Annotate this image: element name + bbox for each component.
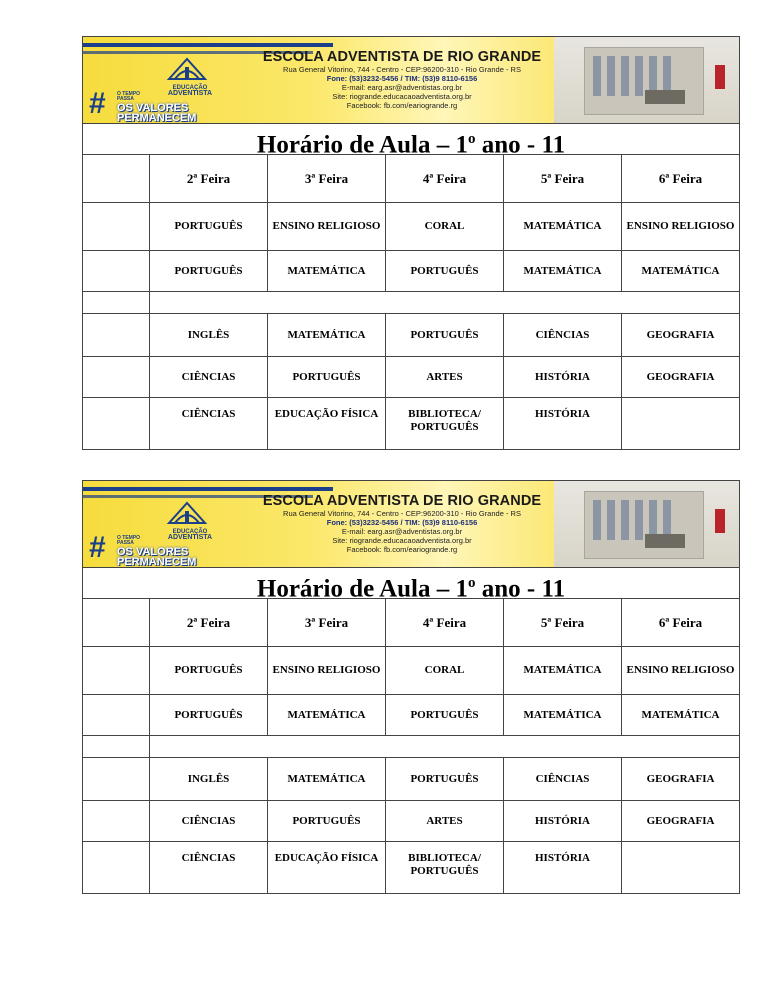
table-row <box>83 842 740 894</box>
class-cell: PORTUGUÊS <box>386 314 504 357</box>
day-header: 5ª Feira <box>504 599 622 647</box>
day-header: 6ª Feira <box>622 155 740 203</box>
adventist-logo-icon <box>165 497 209 527</box>
class-cell: CIÊNCIAS <box>150 801 268 842</box>
class-cell: PORTUGUÊS <box>386 758 504 801</box>
class-cell: GEOGRAFIA <box>622 801 740 842</box>
hashtag-symbol: # <box>89 87 106 120</box>
class-cell: EDUCAÇÃO FÍSICA <box>268 842 386 894</box>
school-phone: Fone: (53)3232-5456 / TIM: (53)9 8110-6156 <box>326 74 478 83</box>
class-cell: MATEMÁTICA <box>268 314 386 357</box>
class-cell: HISTÓRIA <box>504 357 622 398</box>
school-info <box>243 49 561 110</box>
class-cell: PORTUGUÊS <box>150 251 268 292</box>
break-row <box>83 736 740 758</box>
period-cell <box>83 695 150 736</box>
school-name: ESCOLA ADVENTISTA DE RIO GRANDE <box>262 49 542 65</box>
day-header: 6ª Feira <box>622 599 740 647</box>
table-cell <box>150 292 740 314</box>
school-phone: Fone: (53)3232-5456 / TIM: (53)9 8110-6156 <box>326 518 478 527</box>
class-cell: ARTES <box>386 357 504 398</box>
school-email: E-mail: earg.asr@adventistas.org.br <box>341 83 463 92</box>
day-header: 3ª Feira <box>268 599 386 647</box>
table-row <box>83 251 740 292</box>
period-cell <box>83 758 150 801</box>
class-cell: PORTUGUÊS <box>150 647 268 695</box>
class-cell: CIÊNCIAS <box>150 398 268 450</box>
table-row <box>83 647 740 695</box>
school-banner <box>82 36 740 123</box>
period-cell <box>83 842 150 894</box>
slogan-small: O TEMPO PASSA <box>117 91 141 102</box>
slogan: OS VALORES PERMANECEM <box>117 102 197 123</box>
break-row <box>83 292 740 314</box>
slogan-small: O TEMPO PASSA <box>117 535 141 546</box>
class-cell: BIBLIOTECA/ PORTUGUÊS <box>386 398 504 450</box>
day-header: 2ª Feira <box>150 155 268 203</box>
schedule-table <box>82 154 740 450</box>
class-cell: MATEMÁTICA <box>504 251 622 292</box>
class-cell: CIÊNCIAS <box>504 758 622 801</box>
class-cell: CIÊNCIAS <box>504 314 622 357</box>
class-cell: ENSINO RELIGIOSO <box>622 203 740 251</box>
banner-stripe <box>83 43 333 47</box>
class-cell: PORTUGUÊS <box>386 251 504 292</box>
class-cell: GEOGRAFIA <box>622 758 740 801</box>
class-cell <box>622 842 740 894</box>
table-row <box>83 398 740 450</box>
table-row <box>83 314 740 357</box>
class-cell: MATEMÁTICA <box>504 695 622 736</box>
school-building-image <box>554 481 739 567</box>
schedule-table <box>82 598 740 894</box>
period-cell <box>83 203 150 251</box>
class-cell: MATEMÁTICA <box>622 695 740 736</box>
table-cell <box>150 736 740 758</box>
period-cell <box>83 251 150 292</box>
class-cell: MATEMÁTICA <box>504 203 622 251</box>
table-row <box>83 357 740 398</box>
period-cell <box>83 398 150 450</box>
corner-cell <box>83 155 150 203</box>
class-cell: ARTES <box>386 801 504 842</box>
school-name: ESCOLA ADVENTISTA DE RIO GRANDE <box>262 493 542 509</box>
class-cell: MATEMÁTICA <box>504 647 622 695</box>
period-cell <box>83 801 150 842</box>
class-cell: CIÊNCIAS <box>150 357 268 398</box>
class-cell: ENSINO RELIGIOSO <box>268 203 386 251</box>
class-cell <box>622 398 740 450</box>
corner-cell <box>83 599 150 647</box>
hashtag-symbol: # <box>89 531 106 564</box>
table-row <box>83 758 740 801</box>
slogan: OS VALORES PERMANECEM <box>117 546 197 567</box>
day-header: 5ª Feira <box>504 155 622 203</box>
class-cell: PORTUGUÊS <box>268 801 386 842</box>
school-facebook: Facebook: fb.com/eariogrande.rg <box>346 101 458 110</box>
class-cell: INGLÊS <box>150 314 268 357</box>
class-cell: MATEMÁTICA <box>268 758 386 801</box>
schedule-block <box>82 480 740 894</box>
class-cell: GEOGRAFIA <box>622 314 740 357</box>
header-row <box>83 155 740 203</box>
schedule-block <box>82 36 740 450</box>
table-cell <box>83 736 150 758</box>
school-site: Site: riogrande.educacaoadventista.org.br <box>332 536 472 545</box>
period-cell <box>83 357 150 398</box>
class-cell: PORTUGUÊS <box>268 357 386 398</box>
period-cell <box>83 647 150 695</box>
schedule-title: Horário de Aula – 1$^o$ ano - 11 <box>82 567 740 598</box>
class-cell: PORTUGUÊS <box>150 203 268 251</box>
table-row <box>83 801 740 842</box>
table-row <box>83 695 740 736</box>
school-facebook: Facebook: fb.com/eariogrande.rg <box>346 545 458 554</box>
logo-text: EDUCAÇÃO ADVENTISTA <box>167 529 213 541</box>
class-cell: BIBLIOTECA/ PORTUGUÊS <box>386 842 504 894</box>
class-cell: EDUCAÇÃO FÍSICA <box>268 398 386 450</box>
class-cell: PORTUGUÊS <box>386 695 504 736</box>
period-cell <box>83 314 150 357</box>
day-header: 3ª Feira <box>268 155 386 203</box>
banner-stripe <box>83 487 333 491</box>
school-banner <box>82 480 740 567</box>
header-row <box>83 599 740 647</box>
class-cell: ENSINO RELIGIOSO <box>622 647 740 695</box>
table-cell <box>83 292 150 314</box>
class-cell: ENSINO RELIGIOSO <box>268 647 386 695</box>
adventist-logo-icon <box>165 53 209 83</box>
class-cell: MATEMÁTICA <box>268 695 386 736</box>
day-header: 2ª Feira <box>150 599 268 647</box>
day-header: 4ª Feira <box>386 599 504 647</box>
school-address: Rua General Vitorino, 744 - Centro - CEP:96200-310 - Rio Grande - RS <box>283 509 521 518</box>
day-header: 4ª Feira <box>386 155 504 203</box>
schedule-title: Horário de Aula – 1$^o$ ano - 11 <box>82 123 740 154</box>
class-cell: CORAL <box>386 647 504 695</box>
school-email: E-mail: earg.asr@adventistas.org.br <box>341 527 463 536</box>
school-site: Site: riogrande.educacaoadventista.org.br <box>332 92 472 101</box>
school-address: Rua General Vitorino, 744 - Centro - CEP:96200-310 - Rio Grande - RS <box>283 65 521 74</box>
class-cell: HISTÓRIA <box>504 398 622 450</box>
class-cell: MATEMÁTICA <box>268 251 386 292</box>
class-cell: GEOGRAFIA <box>622 357 740 398</box>
school-building-image <box>554 37 739 123</box>
class-cell: INGLÊS <box>150 758 268 801</box>
class-cell: HISTÓRIA <box>504 801 622 842</box>
class-cell: PORTUGUÊS <box>150 695 268 736</box>
class-cell: MATEMÁTICA <box>622 251 740 292</box>
logo-text: EDUCAÇÃO ADVENTISTA <box>167 85 213 97</box>
class-cell: CIÊNCIAS <box>150 842 268 894</box>
class-cell: HISTÓRIA <box>504 842 622 894</box>
table-row <box>83 203 740 251</box>
class-cell: CORAL <box>386 203 504 251</box>
school-info <box>243 493 561 554</box>
